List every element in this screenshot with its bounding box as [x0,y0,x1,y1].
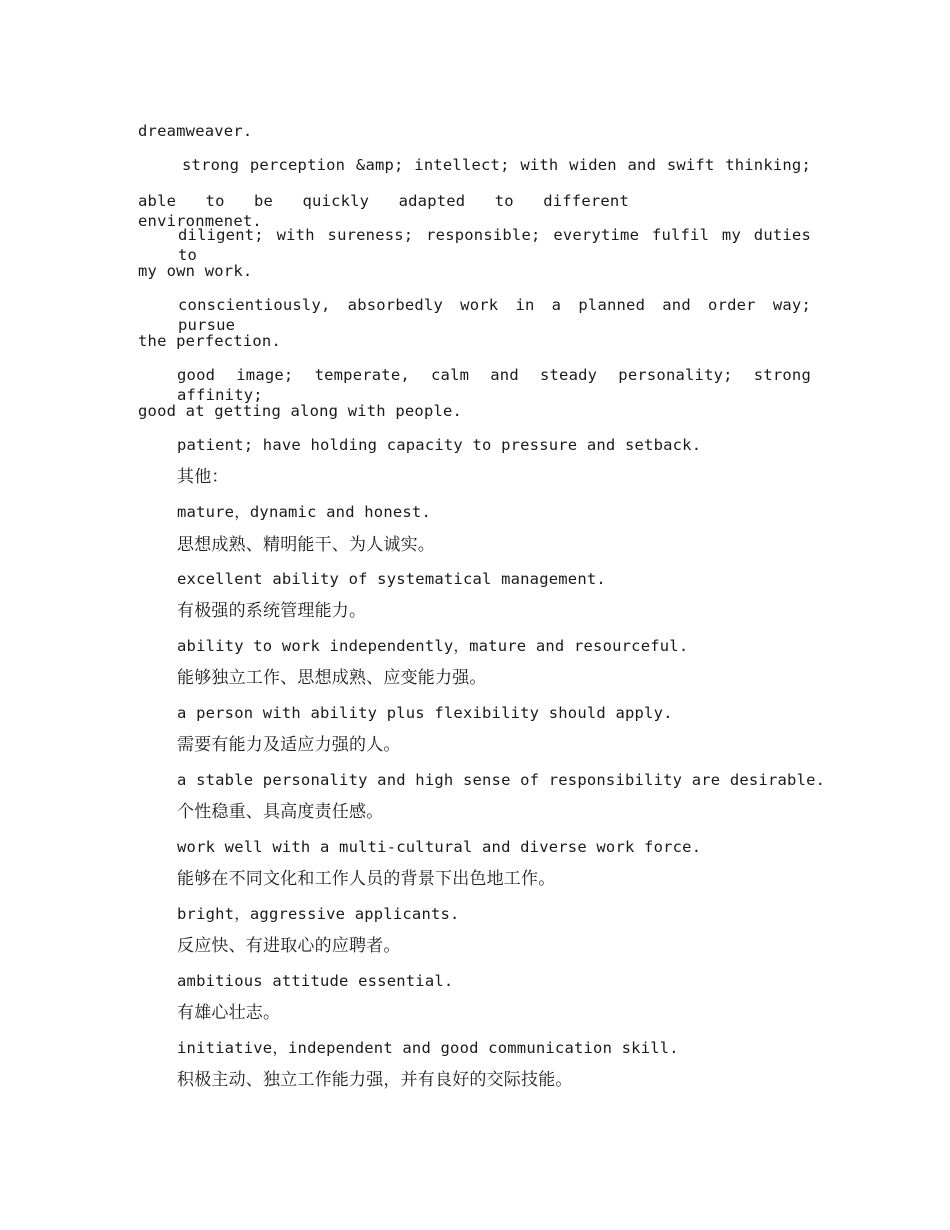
text-line: mature，dynamic and honest. [177,503,431,521]
text-line: work well with a multi-cultural and diverse work force. [177,838,702,856]
text-line: the perfection. [138,332,281,350]
text-line: 有雄心壮志。 [177,1003,281,1023]
text-line: good image; temperate, calm and steady personality; strong affinity; [177,366,811,404]
text-line: strong perception &amp; intellect; with widen and swift thinking; [182,156,811,174]
text-line: ambitious attitude essential. [177,972,454,990]
text-line: patient; have holding capacity to pressure and setback. [177,436,702,454]
text-line: a stable personality and high sense of responsibility are desirable. [177,771,826,789]
text-line: conscientiously, absorbedly work in a planned and order way; pursue [178,296,811,334]
text-line: excellent ability of systematical management. [177,570,606,588]
text-line: 反应快、有进取心的应聘者。 [177,936,401,956]
text-line: 个性稳重、具高度责任感。 [177,802,384,822]
text-line: 能够独立工作、思想成熟、应变能力强。 [177,668,487,688]
text-line: 积极主动、独立工作能力强，并有良好的交际技能。 [177,1070,573,1090]
text-line: initiative，independent and good communication skill. [177,1039,679,1057]
text-line: a person with ability plus flexibility should apply. [177,704,673,722]
text-line: ability to work independently，mature and resourceful. [177,637,689,655]
text-line: 有极强的系统管理能力。 [177,601,367,621]
text-line: bright，aggressive applicants. [177,905,460,923]
text-line: able to be quickly adapted to different environmenet. [138,192,629,230]
text-line: 思想成熟、精明能干、为人诚实。 [177,535,435,555]
text-line: 需要有能力及适应力强的人。 [177,735,401,755]
text-line: my own work. [138,262,253,280]
text-line: good at getting along with people. [138,402,463,420]
text-line: diligent; with sureness; responsible; everytime fulfil my duties to [178,226,811,264]
text-line: dreamweaver. [138,122,253,140]
text-line: 能够在不同文化和工作人员的背景下出色地工作。 [177,869,556,889]
text-line: 其他： [177,467,229,487]
